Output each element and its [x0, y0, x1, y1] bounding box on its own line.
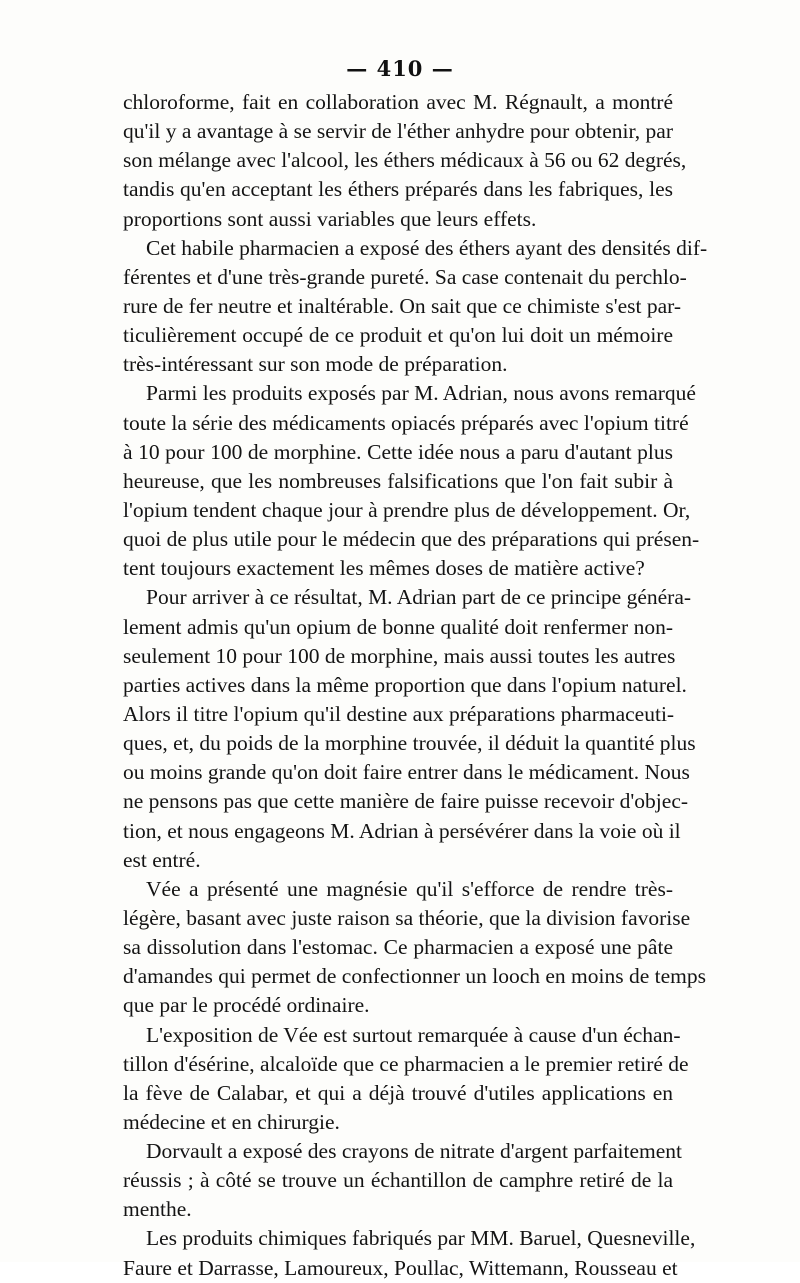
text-line: Alors il titre l'opium qu'il destine aux préparations pharmaceuti- — [123, 701, 675, 726]
text-line: quoi de plus utile pour le médecin que des préparations qui présen- — [123, 527, 700, 552]
text-line: menthe. — [123, 1197, 192, 1222]
text-line: l'opium tendent chaque jour à prendre plus de développement. Or, — [123, 497, 691, 522]
text-line: Cet habile pharmacien a exposé des éthers ayant des densités dif- — [146, 235, 708, 260]
text-line: tandis qu'en acceptant les éthers préparés dans les fabriques, les — [123, 177, 673, 202]
text-line: rure de fer neutre et inaltérable. On sait que ce chimiste s'est par- — [123, 293, 682, 318]
text-line: tent toujours exactement les mêmes doses de matière active? — [123, 556, 645, 581]
text-line: médecine et en chirurgie. — [123, 1109, 340, 1134]
text-line: proportions sont aussi variables que leurs effets. — [123, 206, 537, 231]
text-line: que par le procédé ordinaire. — [123, 993, 370, 1018]
text-line: son mélange avec l'alcool, les éthers médicaux à 56 ou 62 degrés, — [123, 148, 687, 173]
text-line: chloroforme, fait en collaboration avec M. Régnault, a montré — [123, 90, 673, 114]
text-line: tion, et nous engageons M. Adrian à persévérer dans la voie où il — [123, 818, 681, 843]
text-line: sa dissolution dans l'estomac. Ce pharmacien a exposé une pâte — [123, 935, 673, 960]
text-line: très-intéressant sur son mode de préparation. — [123, 352, 508, 377]
text-line: seulement 10 pour 100 de morphine, mais aussi toutes les autres — [123, 643, 676, 668]
text-line: Parmi les produits exposés par M. Adrian, nous avons remarqué — [146, 381, 696, 406]
text-line: Pour arriver à ce résultat, M. Adrian part de ce principe généra- — [146, 585, 692, 610]
text-line: ne pensons pas que cette manière de faire puisse recevoir d'objec- — [123, 789, 689, 814]
body-text — [123, 88, 708, 1283]
text-line: L'exposition de Vée est surtout remarquée à cause d'un échan- — [146, 1022, 681, 1047]
text-line: la fève de Calabar, et qui a déjà trouvé d'utiles applications en — [123, 1080, 673, 1105]
text-line: qu'il y a avantage à se servir de l'éther anhydre pour obtenir, par — [123, 119, 673, 144]
page-number: — 410 — — [346, 56, 454, 81]
text-line: tillon d'ésérine, alcaloïde que ce pharmacien a le premier retiré de — [123, 1051, 689, 1076]
text-line: Les produits chimiques fabriqués par MM. Baruel, Quesneville, — [146, 1226, 696, 1251]
text-line: ticulièrement occupé de ce produit et qu'on lui doit un mémoire — [123, 323, 673, 348]
text-line: réussis ; à côté se trouve un échantillon de camphre retiré de la — [123, 1168, 673, 1193]
text-line: à 10 pour 100 de morphine. Cette idée nous a paru d'autant plus — [123, 439, 673, 464]
text-line: est entré. — [123, 847, 201, 872]
text-line: férentes et d'une très-grande pureté. Sa case contenait du perchlo- — [123, 264, 687, 289]
text-line: parties actives dans la même proportion que dans l'opium naturel. — [123, 672, 687, 697]
text-line: Faure et Darrasse, Lamoureux, Poullac, Wittemann, Rousseau et — [123, 1255, 678, 1280]
text-line: ou moins grande qu'on doit faire entrer dans le médicament. Nous — [123, 760, 690, 785]
text-line: lement admis qu'un opium de bonne qualité doit renfermer non- — [123, 614, 673, 639]
text-line: Vée a présenté une magnésie qu'il s'efforce de rendre très- — [146, 876, 673, 901]
text-line: heureuse, que les nombreuses falsifications que l'on fait subir à — [123, 468, 673, 493]
text-line: Dorvault a exposé des crayons de nitrate d'argent parfaitement — [146, 1139, 682, 1164]
text-line: ques, et, du poids de la morphine trouvée, il déduit la quantité plus — [123, 731, 696, 756]
text-line: d'amandes qui permet de confectionner un looch en moins de temps — [123, 964, 707, 989]
text-line: légère, basant avec juste raison sa théorie, que la division favorise — [123, 905, 691, 930]
text-line: toute la série des médicaments opiacés préparés avec l'opium titré — [123, 410, 689, 435]
